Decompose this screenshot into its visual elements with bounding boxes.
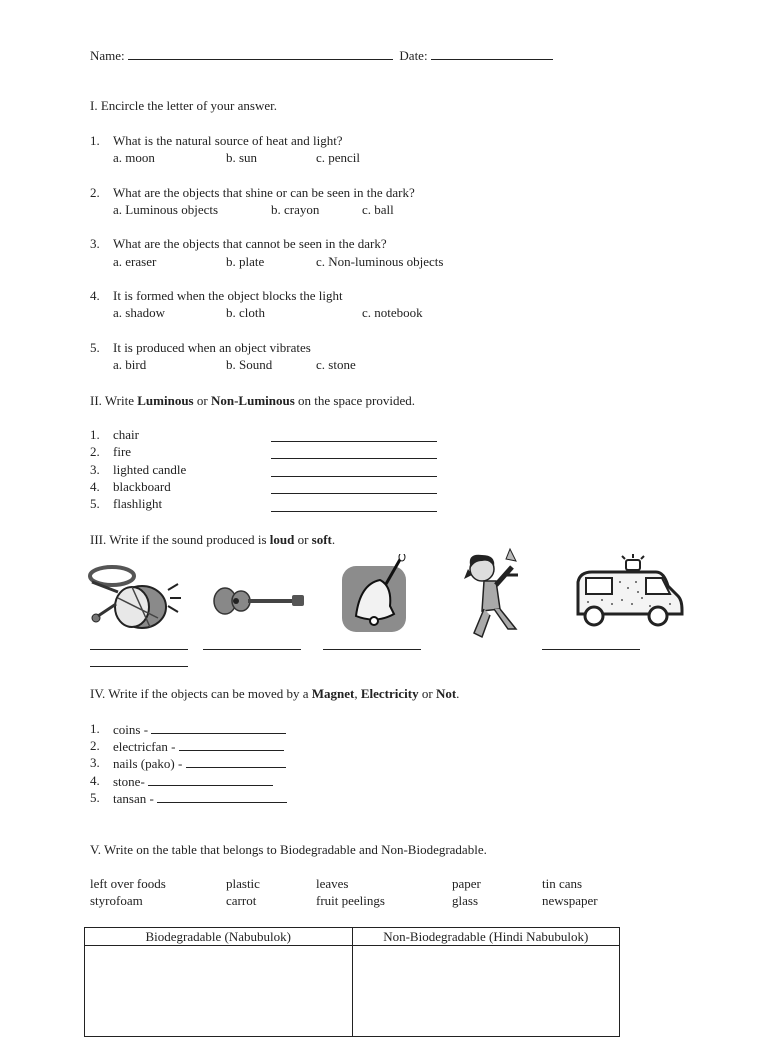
question-number: 4. — [90, 288, 100, 303]
item-number: 4. — [90, 479, 100, 494]
name-blank[interactable] — [128, 47, 393, 60]
drum-icon — [88, 560, 183, 635]
choice-c[interactable]: c. Non-luminous objects — [316, 254, 444, 269]
choice-a[interactable]: a. Luminous objects — [113, 202, 219, 217]
choice-b[interactable]: b. cloth — [226, 305, 265, 320]
question-number: 1. — [90, 133, 100, 148]
part3-title: III. Write if the sound produced is loud or soft. — [90, 532, 336, 547]
non-biodegradable-cell[interactable] — [352, 946, 620, 1037]
ambulance-icon — [572, 552, 686, 632]
question-text: What are the objects that shine or can be seen in the dark? — [113, 185, 415, 200]
item-text: tansan - — [113, 791, 158, 806]
guitar-icon — [212, 582, 307, 618]
question-number: 2. — [90, 185, 100, 200]
table-header-biodegradable: Biodegradable (Nabubulok) — [85, 928, 353, 946]
item-number: 5. — [90, 496, 100, 511]
item-row — [113, 738, 284, 755]
answer-blank[interactable] — [271, 493, 437, 494]
item-row — [113, 755, 286, 772]
part4-title: IV. Write if the objects can be moved by a Magnet, Electricity or Not. — [90, 686, 460, 701]
word-item: plastic — [226, 876, 260, 891]
singer-icon — [460, 545, 532, 645]
item-text: electricfan - — [113, 739, 179, 754]
word-item: styrofoam — [90, 893, 143, 908]
item-number: 2. — [90, 444, 100, 459]
item-row — [113, 773, 273, 790]
date-label: Date: — [399, 48, 428, 63]
word-item: newspaper — [542, 893, 598, 908]
answer-blank[interactable] — [186, 755, 286, 768]
item-text: lighted candle — [113, 462, 187, 477]
item-number: 2. — [90, 738, 100, 753]
item-row — [113, 790, 287, 807]
item-row — [113, 721, 286, 738]
question-number: 3. — [90, 236, 100, 251]
answer-blank[interactable] — [271, 458, 437, 459]
part1-title: I. Encircle the letter of your answer. — [90, 98, 277, 113]
choice-c[interactable]: c. stone — [316, 357, 356, 372]
part2-title: II. Write Luminous or Non-Luminous on the space provided. — [90, 393, 415, 408]
word-item: left over foods — [90, 876, 166, 891]
answer-blank[interactable] — [148, 773, 273, 786]
answer-blank[interactable] — [271, 441, 437, 442]
question-text: It is formed when the object blocks the light — [113, 288, 343, 303]
choice-c[interactable]: c. notebook — [362, 305, 423, 320]
word-item: carrot — [226, 893, 257, 908]
choice-b[interactable]: b. Sound — [226, 357, 273, 372]
item-number: 4. — [90, 773, 100, 788]
answer-blank[interactable] — [151, 721, 286, 734]
item-number: 1. — [90, 427, 100, 442]
choice-a[interactable]: a. shadow — [113, 305, 165, 320]
question-text: What are the objects that cannot be seen in the dark? — [113, 236, 387, 251]
item-text: stone- — [113, 774, 149, 789]
item-number: 1. — [90, 721, 100, 736]
answer-blank[interactable] — [157, 790, 287, 803]
answer-blank[interactable] — [542, 649, 640, 650]
item-text: nails (pako) - — [113, 756, 186, 771]
question-number: 5. — [90, 340, 100, 355]
item-number: 3. — [90, 755, 100, 770]
name-label: Name: — [90, 48, 125, 63]
answer-blank[interactable] — [179, 738, 284, 751]
sorting-table — [84, 927, 620, 1037]
word-item: paper — [452, 876, 481, 891]
part5-title: V. Write on the table that belongs to Biodegradable and Non-Biodegradable. — [90, 842, 487, 857]
choice-b[interactable]: b. sun — [226, 150, 258, 165]
date-blank[interactable] — [431, 47, 553, 60]
question-text: It is produced when an object vibrates — [113, 340, 311, 355]
table-header-non-biodegradable: Non-Biodegradable (Hindi Nabubulok) — [352, 928, 620, 946]
answer-blank[interactable] — [203, 649, 301, 650]
answer-blank[interactable] — [90, 649, 188, 650]
choice-a[interactable]: a. eraser — [113, 254, 157, 269]
answer-blank[interactable] — [90, 666, 188, 667]
word-item: leaves — [316, 876, 349, 891]
choice-c[interactable]: c. pencil — [316, 150, 361, 165]
word-item: tin cans — [542, 876, 583, 891]
item-text: blackboard — [113, 479, 171, 494]
choice-a[interactable]: a. moon — [113, 150, 155, 165]
question-text: What is the natural source of heat and light? — [113, 133, 343, 148]
item-number: 3. — [90, 462, 100, 477]
word-item: fruit peelings — [316, 893, 385, 908]
item-text: coins - — [113, 722, 152, 737]
choice-c[interactable]: c. ball — [362, 202, 394, 217]
item-text: flashlight — [113, 496, 163, 511]
choice-a[interactable]: a. bird — [113, 357, 147, 372]
answer-blank[interactable] — [271, 511, 437, 512]
choice-b[interactable]: b. crayon — [271, 202, 320, 217]
item-text: fire — [113, 444, 132, 459]
bell-icon — [340, 554, 408, 634]
word-item: glass — [452, 893, 478, 908]
answer-blank[interactable] — [271, 476, 437, 477]
biodegradable-cell[interactable] — [85, 946, 353, 1037]
item-number: 5. — [90, 790, 100, 805]
item-text: chair — [113, 427, 139, 442]
name-field-row — [90, 47, 553, 64]
answer-blank[interactable] — [323, 649, 421, 650]
choice-b[interactable]: b. plate — [226, 254, 265, 269]
